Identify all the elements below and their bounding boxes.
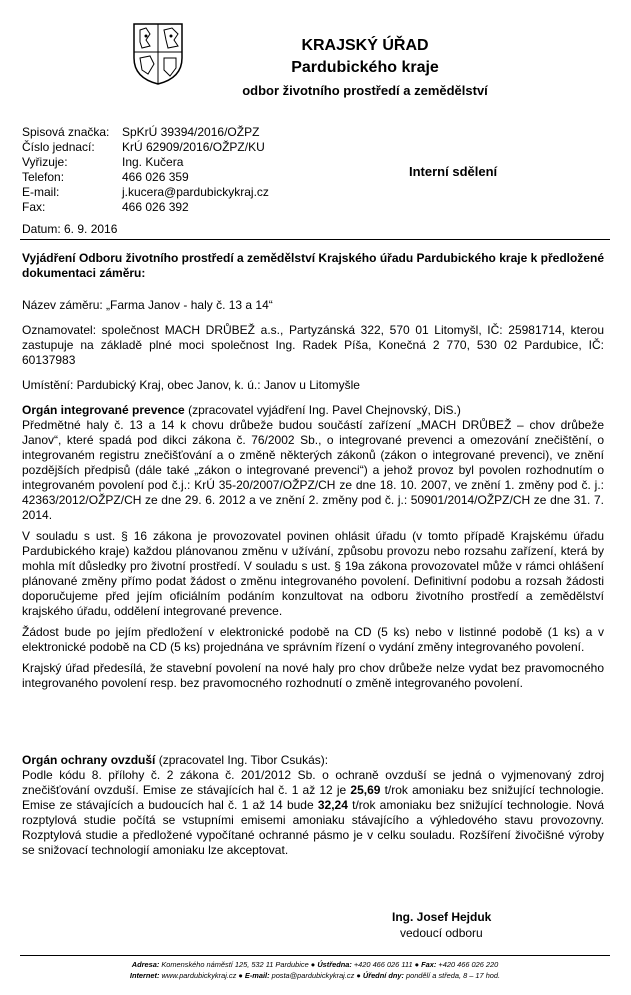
air-heading-rest: (zpracovatel Ing. Tibor Csukás): — [155, 753, 329, 767]
meta-row — [22, 155, 269, 170]
footer-email-link[interactable]: posta@pardubickykraj.cz — [269, 971, 355, 980]
meta-row — [22, 200, 269, 215]
meta-value: j.kucera@pardubickykraj.cz — [122, 185, 269, 199]
footer-separator: ● — [356, 971, 363, 980]
emission-value-existing: 25,69 — [350, 783, 381, 797]
meta-key: Číslo jednací: — [22, 140, 95, 154]
memo-label: Interní sdělení — [409, 164, 498, 179]
footer-separator: ● — [414, 960, 422, 969]
meta-row — [22, 170, 269, 185]
footer-hours-label: Úřední dny: — [362, 971, 404, 980]
emission-value-future: 32,24 — [317, 798, 348, 812]
ipc-paragraph-2: V souladu s ust. § 16 zákona je provozovatel povinen ohlásit úřadu (v tomto případě Krajskému úřadu Pardubického kraje) každou plánovanou změnu v užívání, způsobu provozu nebo rozsahu zařízení, která by mohla mít důsledky pro životní prostředí. V souladu s ust. § 19a zákona provozovatel může v rámci ohlášení plánované změny přímo podat žádost o změnu integrovaného povolení. Definitivní podobu a rozsah žádosti doporučujeme před jejím oficiálním podáním konzultovat na odboru životního prostředí a zemědělství krajského úřadu, oddělení integrované prevence. — [22, 529, 604, 618]
meta-row — [22, 185, 269, 200]
location — [22, 378, 604, 393]
reference-block — [22, 125, 269, 215]
air-text-a: Podle kódu 8. přílohy č. 2 zákona č. 201/2012 Sb. o ochraně ovzduší se jedná o vyjmenovaný zdroj znečišťování ovzduší. Emise ze stávajících hal č. 1 až 12 je — [22, 768, 604, 797]
divider — [20, 239, 610, 240]
footer-divider — [20, 955, 610, 956]
signatory-name: Ing. Josef Hejduk — [392, 910, 492, 924]
footer-address-label: Adresa: — [131, 960, 160, 969]
footer — [20, 959, 610, 981]
footer-line-1 — [20, 959, 610, 970]
meta-value: 466 026 359 — [122, 170, 189, 184]
footer-address: Komenského náměstí 125, 532 11 Pardubice — [159, 960, 309, 969]
footer-separator: ● — [310, 960, 318, 969]
air-text-b: t/rok amoniaku bez snižující technologie. Emise ze stávajících a budoucích hal č. 1 až 14 bude — [22, 783, 604, 812]
air-text-c: t/rok amoniaku bez snižující technologie. Nová rozptylová studie počítá se vstupními emisemi amoniaku stávajícího a výhledového stavu provozovny. Rozptylová studie a předložené vypočítané ochranné pásmo je v celku souladu. Rozšíření živočišné výroby se snižovací technologií amoniaku lze akceptovat. — [22, 798, 604, 857]
meta-key: Vyřizuje: — [22, 155, 68, 169]
meta-value: SpKrÚ 39394/2016/OŽPZ — [122, 125, 260, 139]
signature-block — [392, 909, 491, 941]
location-text: Umístění: Pardubický Kraj, obec Janov, k. ú.: Janov u Litomyšle — [22, 378, 360, 392]
meta-key: E-mail: — [22, 185, 60, 199]
ipc-paragraph-3: Žádost bude po jejím předložení v elektronické podobě na CD (5 ks) nebo v listinné podobě (1 ks) a v elektronické podobě na CD (5 ks) projednána ve správním řízení o vydání změny integrovaného povolení. — [22, 625, 604, 654]
footer-phone: +420 466 026 111 — [351, 960, 413, 969]
footer-web-label: Internet: — [129, 971, 160, 980]
footer-hours: pondělí a středa, 8 – 17 hod. — [403, 971, 501, 980]
department-name: odbor životního prostředí a zemědělství — [242, 83, 488, 98]
footer-separator: ● — [238, 971, 245, 980]
applicant — [22, 323, 604, 368]
project-name — [22, 298, 604, 313]
ipc-paragraph-4: Krajský úřad předesílá, že stavební povolení na nové haly pro chov drůbeže nelze vydat bez pravomocného integrovaného povolení resp. bez pravomocného rozhodnutí o změně integrovaného povolení. — [22, 661, 604, 690]
meta-value: 466 026 392 — [122, 200, 189, 214]
ipc-heading-rest: (zpracovatel vyjádření Ing. Pavel Chejnovský, DiS.) — [184, 403, 461, 417]
meta-row — [22, 125, 269, 140]
coat-of-arms-icon — [132, 22, 184, 86]
ipc-heading — [22, 403, 604, 418]
ipc-section — [22, 403, 604, 691]
air-section — [22, 753, 604, 858]
office-name: KRAJSKÝ ÚŘAD — [301, 37, 429, 54]
meta-key: Telefon: — [22, 170, 65, 184]
document-title — [22, 251, 604, 281]
region-name: Pardubického kraje — [291, 59, 439, 76]
footer-line-2 — [20, 970, 610, 981]
title-text: Vyjádření Odboru životního prostředí a zemědělství Krajského úřadu Pardubického kraje k předložené dokumentaci záměru: — [22, 251, 604, 280]
ipc-paragraph-1: Předmětné haly č. 13 a 14 k chovu drůbeže budou součástí zařízení „MACH DRŮBEŽ – chov drůbeže Janov“, které spadá pod dikci zákona č. 76/2002 Sb., o integrované prevenci a omezování znečištění, o integrovaném registru znečišťování a o změně některých zákonů (zákon o integrované prevenci), ve znění pozdějších předpisů (dále také „zákon o integrované prevenci“) a jehož provoz byl povolen rozhodnutím o integrovaném povolení pod č.j.: KrÚ 35-20/2007/OŽPZ/CH ze dne 18. 10. 2007, ve znění 1. změny pod č. j.: 42363/2012/OŽPZ/CH ze dne 29. 6. 2012 a ve znění 2. změny pod č. j.: 50901/2014/OŽPZ/CH ze dne 31. 7. 2014. — [22, 418, 604, 522]
applicant-text: Oznamovatel: společnost MACH DRŮBEŽ a.s., Partyzánská 322, 570 01 Litomyšl, IČ: 25981714, kterou zastupuje na základě plné moci společnost Ing. Radek Píša, Konečná 2 770, 530 02 Pardubice, IČ: 60137983 — [22, 323, 604, 367]
footer-fax-label: Fax: — [421, 960, 437, 969]
meta-key: Spisová značka: — [22, 125, 110, 139]
meta-value: Ing. Kučera — [122, 155, 184, 169]
air-heading-bold: Orgán ochrany ovzduší — [22, 753, 156, 767]
air-paragraph — [22, 768, 604, 858]
meta-value: KrÚ 62909/2016/OŽPZ/KU — [122, 140, 265, 154]
footer-web-link[interactable]: www.pardubickykraj.cz — [159, 971, 237, 980]
footer-email-label: E-mail: — [244, 971, 270, 980]
air-heading — [22, 753, 604, 768]
footer-fax: +420 466 026 220 — [436, 960, 499, 969]
meta-row — [22, 140, 269, 155]
meta-key: Fax: — [22, 200, 46, 214]
ipc-heading-bold: Orgán integrované prevence — [22, 403, 185, 417]
footer-phone-label: Ústředna: — [317, 960, 352, 969]
date-line: Datum: 6. 9. 2016 — [22, 222, 118, 236]
signatory-role: vedoucí odboru — [400, 926, 483, 940]
project-name-text: Název záměru: „Farma Janov - haly č. 13 a 14“ — [22, 298, 273, 312]
